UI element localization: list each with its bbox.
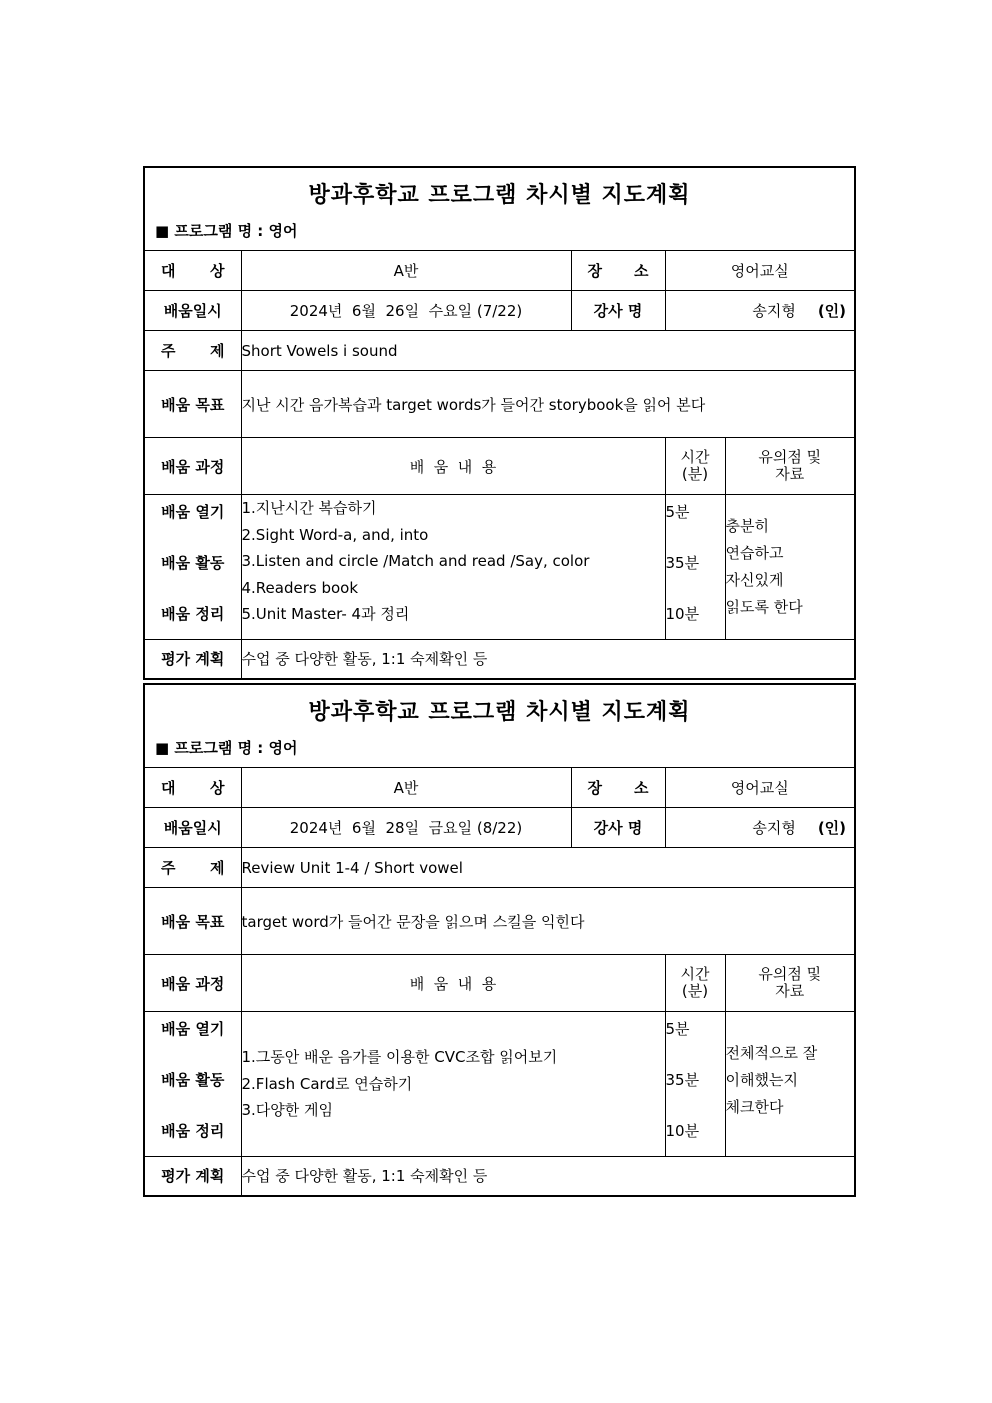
goal-label: 배움 목표 [144,888,241,955]
content-label: 배 움 내 용 [241,438,665,495]
eval-label: 평가 계획 [144,1157,241,1196]
instructor-name: 송지형 [752,819,796,837]
topic-label-b: 제 [210,859,225,877]
process-label: 배움 과정 [144,438,241,495]
goal-value: 지난 시간 음가복습과 target words가 들어간 storybook을 읽어 본다 [241,371,855,438]
instructor-seal: (인) [817,819,847,837]
process-label: 배움 과정 [144,955,241,1012]
time-label-1: 시간 [680,448,710,466]
date-label: 배움일시 [144,808,241,848]
date-value: 2024년 6월 26일 수요일 (7/22) [241,291,571,331]
time-close: 10분 [665,605,700,623]
content-list [241,495,665,640]
target-label-a: 대 [161,779,176,797]
content-list [241,1012,665,1157]
stage-activity: 배움 활동 [161,1071,225,1089]
lesson-plan-table [143,683,856,1197]
stage-close: 배움 정리 [161,1122,225,1140]
time-activity: 35분 [665,554,700,572]
content-item: 4.Readers book [241,578,359,597]
instructor-cell [665,808,855,848]
topic-value: Short Vowels i sound [241,331,855,371]
time-label-2: (분) [681,982,709,1000]
program-name: ■ 프로그램 명 : 영어 [155,222,298,240]
time-close: 10분 [665,1122,700,1140]
note-line: 자신있게 [725,571,784,589]
eval-value: 수업 중 다양한 활동, 1:1 숙제확인 등 [241,640,855,679]
notes-label [725,438,855,495]
note-line: 읽도록 한다 [725,598,803,616]
stage-list [144,1012,241,1157]
lesson-plan-1 [143,166,854,680]
note-line: 전체적으로 잘 [725,1044,818,1062]
content-item: 1.그동안 배운 음가를 이용한 CVC조합 읽어보기 [241,1048,558,1067]
topic-label [144,331,241,371]
content-item: 3.Listen and circle /Match and read /Say, color [241,552,590,570]
time-label [665,955,725,1012]
content-item: 1.지난시간 복습하기 [241,499,377,517]
lesson-plan-2 [143,683,854,1197]
note-line: 이해했는지 [725,1071,798,1089]
time-list [665,1012,725,1157]
notes-label-2: 자료 [775,465,805,483]
content-item: 2.Sight Word-a, and, into [241,525,429,544]
note-line: 체크한다 [725,1098,784,1116]
place-label-a: 장 [587,262,602,280]
date-label: 배움일시 [144,291,241,331]
topic-value: Review Unit 1-4 / Short vowel [241,848,855,888]
time-activity: 35분 [665,1071,700,1089]
stage-list [144,495,241,640]
content-item: 3.다양한 게임 [241,1101,334,1120]
stage-open: 배움 열기 [161,503,225,521]
target-label-b: 상 [210,262,225,280]
target-label-b: 상 [210,779,225,797]
time-open: 5분 [665,1020,690,1038]
target-label [144,251,241,291]
target-value: A반 [241,768,571,808]
notes-label-2: 자료 [775,982,805,1000]
stage-activity: 배움 활동 [161,554,225,572]
place-value: 영어교실 [665,251,855,291]
stage-close: 배움 정리 [161,605,225,623]
notes-label [725,955,855,1012]
plan-header [144,684,855,768]
target-label [144,768,241,808]
note-line: 연습하고 [725,544,784,562]
goal-label: 배움 목표 [144,371,241,438]
place-label [571,768,665,808]
place-label-b: 소 [634,262,649,280]
topic-label [144,848,241,888]
place-label-b: 소 [634,779,649,797]
instructor-name: 송지형 [752,302,796,320]
notes-label-1: 유의점 및 [758,965,822,983]
instructor-label: 강사 명 [571,808,665,848]
content-label: 배 움 내 용 [241,955,665,1012]
plan-title: 방과후학교 프로그램 차시별 지도계획 [308,182,691,208]
time-list [665,495,725,640]
notes-label-1: 유의점 및 [758,448,822,466]
content-item: 5.Unit Master- 4과 정리 [241,605,410,623]
date-value: 2024년 6월 28일 금요일 (8/22) [241,808,571,848]
plan-title: 방과후학교 프로그램 차시별 지도계획 [308,699,691,725]
note-line: 충분히 [725,517,769,535]
time-label [665,438,725,495]
instructor-label: 강사 명 [571,291,665,331]
place-value: 영어교실 [665,768,855,808]
time-open: 5분 [665,503,690,521]
instructor-cell [665,291,855,331]
notes-list [725,1012,855,1157]
plan-header [144,167,855,251]
target-label-a: 대 [161,262,176,280]
eval-value: 수업 중 다양한 활동, 1:1 숙제확인 등 [241,1157,855,1196]
place-label [571,251,665,291]
time-label-1: 시간 [680,965,710,983]
target-value: A반 [241,251,571,291]
time-label-2: (분) [681,465,709,483]
content-item: 2.Flash Card로 연습하기 [241,1074,413,1093]
topic-label-a: 주 [161,342,176,360]
lesson-plan-table [143,166,856,680]
stage-open: 배움 열기 [161,1020,225,1038]
topic-label-a: 주 [161,859,176,877]
instructor-seal: (인) [817,302,847,320]
goal-value: target word가 들어간 문장을 읽으며 스킬을 익힌다 [241,888,855,955]
program-name: ■ 프로그램 명 : 영어 [155,739,298,757]
notes-list [725,495,855,640]
topic-label-b: 제 [210,342,225,360]
place-label-a: 장 [587,779,602,797]
eval-label: 평가 계획 [144,640,241,679]
